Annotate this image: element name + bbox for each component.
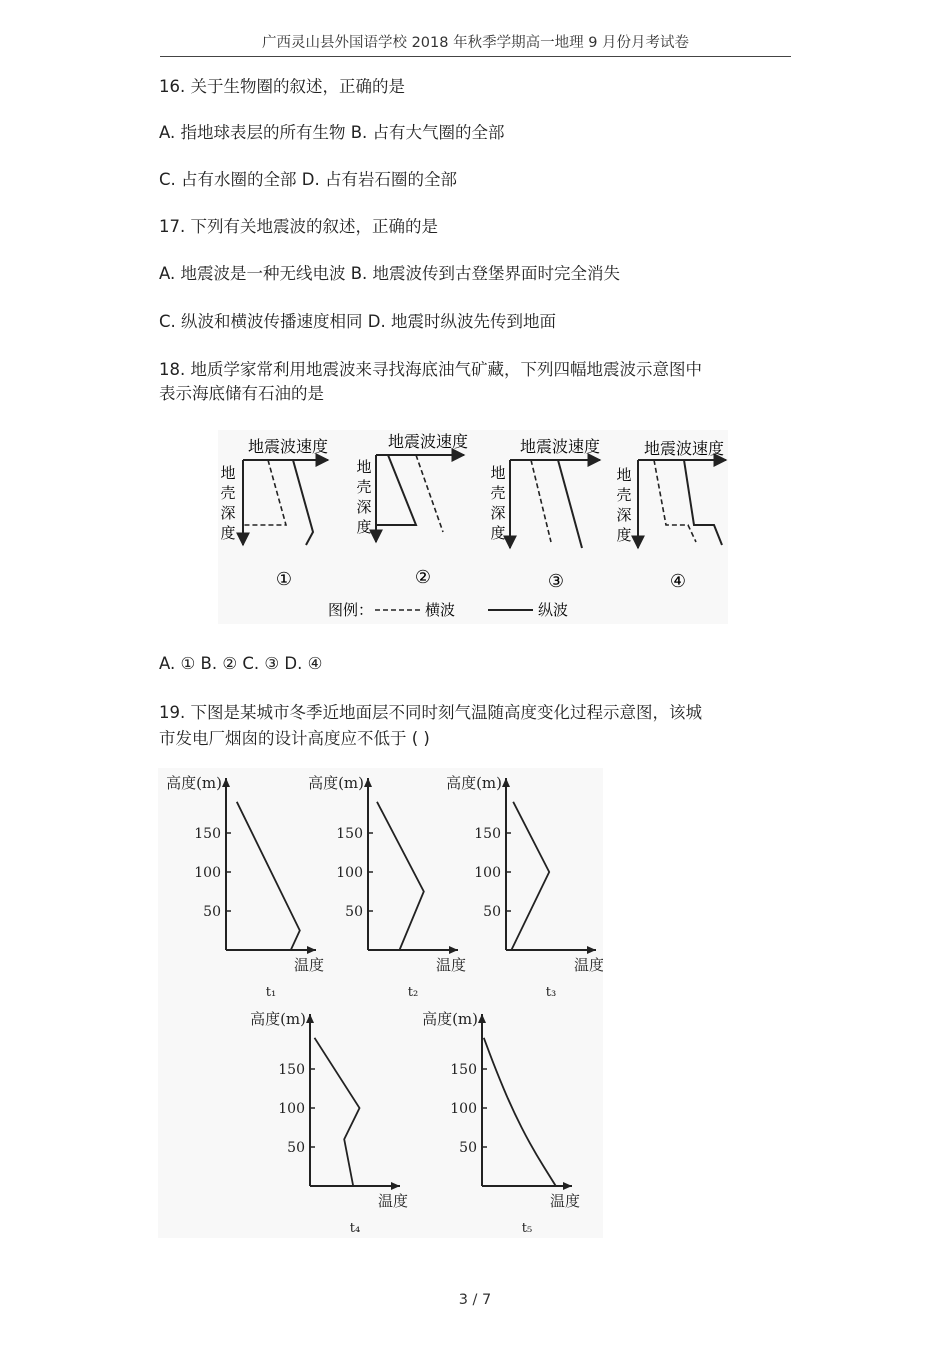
seismic-y-label-char: 壳 (220, 484, 236, 502)
y-tick-label: 100 (474, 865, 501, 881)
y-tick-label: 100 (450, 1101, 477, 1117)
q18-stem-line2: 表示海底储有石油的是 (159, 384, 324, 403)
x-axis-arrow (449, 946, 458, 954)
q16-stem: 16. 关于生物圈的叙述，正确的是 (159, 77, 405, 96)
y-tick-label: 50 (287, 1140, 305, 1156)
seismic-y-label-char: 壳 (356, 478, 372, 496)
q19-stem-line2: 市发电厂烟囱的设计高度应不低于 ( ) (159, 729, 430, 748)
seismic-y-label-char: 度 (356, 518, 372, 536)
seismic-legend (328, 601, 568, 619)
y-axis-arrow (222, 778, 230, 787)
seismic-panel-1 (220, 437, 328, 590)
seismic-y-label-char: 地 (220, 464, 236, 482)
y-tick-label: 150 (194, 826, 221, 842)
seismic-y-label-char: 深 (490, 504, 506, 522)
temperature-profile-line (511, 802, 549, 950)
temperature-profile-line (315, 1038, 360, 1186)
y-tick-label: 150 (474, 826, 501, 842)
q19-stem-line1: 19. 下图是某城市冬季近地面层不同时刻气温随高度变化过程示意图，该城 (159, 703, 702, 722)
seismic-panel-label: ① (275, 569, 293, 590)
temperature-profile-line (377, 802, 424, 950)
y-tick-label: 150 (450, 1062, 477, 1078)
p-wave-dashed-line (243, 460, 286, 525)
q17-options-ab: A. 地震波是一种无线电波 B. 地震波传到古登堡界面时完全消失 (159, 264, 621, 283)
x-axis-arrow (587, 946, 596, 954)
y-axis-arrow (478, 1014, 486, 1023)
page-number: 3 / 7 (458, 1292, 492, 1308)
q16-options-ab: A. 指地球表层的所有生物 B. 占有大气圈的全部 (159, 123, 505, 142)
y-tick-label: 50 (483, 904, 501, 920)
seismic-panel-label: ④ (669, 571, 687, 592)
temperature-profile-line (237, 802, 300, 950)
temperature-figure (158, 768, 603, 1238)
y-axis-arrow (502, 778, 510, 787)
y-tick-label: 150 (278, 1062, 305, 1078)
p-wave-dashed-line (416, 455, 443, 532)
seismic-y-label-char: 地 (490, 464, 506, 482)
seismic-panel-4 (616, 439, 726, 592)
y-tick-label: 150 (336, 826, 363, 842)
x-axis-label: 温度 (574, 956, 603, 974)
x-axis-arrow (563, 1182, 572, 1190)
seismic-y-label-char: 壳 (616, 486, 632, 504)
seismic-y-label-char: 度 (490, 524, 506, 542)
s-wave-solid-line (376, 455, 416, 525)
seismic-wave-figure (218, 430, 728, 624)
seismic-y-label-char: 度 (220, 524, 236, 542)
legend-solid-label: 纵波 (538, 601, 569, 619)
y-axis-arrow (306, 1014, 314, 1023)
q18-answer-options: A. ① B. ② C. ③ D. ④ (159, 654, 323, 673)
seismic-x-label: 地震波速度 (643, 439, 725, 458)
x-axis-label: 温度 (550, 1192, 581, 1210)
seismic-y-label-char: 壳 (490, 484, 506, 502)
seismic-y-label-char: 地 (356, 458, 372, 476)
y-axis-arrow (364, 778, 372, 787)
panel-label: t₂ (407, 985, 419, 1000)
x-axis-arrow (307, 946, 316, 954)
legend-dashed-label: 横波 (425, 601, 456, 619)
q16-options-cd: C. 占有水圈的全部 D. 占有岩石圈的全部 (159, 170, 457, 189)
q17-options-cd: C. 纵波和横波传播速度相同 D. 地震时纵波先传到地面 (159, 312, 556, 331)
x-axis-label: 温度 (436, 956, 467, 974)
y-axis-label: 高度(m) (166, 774, 222, 792)
y-axis-label: 高度(m) (250, 1010, 306, 1028)
p-wave-dashed-line (531, 460, 551, 542)
seismic-y-label-char: 深 (220, 504, 236, 522)
panel-label: t₅ (521, 1221, 533, 1236)
s-wave-solid-line (293, 460, 313, 545)
seismic-y-label-char: 度 (616, 526, 632, 544)
seismic-panel-label: ③ (547, 571, 565, 592)
legend-prefix: 图例： (328, 601, 374, 619)
y-axis-label: 高度(m) (308, 774, 364, 792)
seismic-x-label: 地震波速度 (519, 437, 601, 456)
x-axis-label: 温度 (378, 1192, 409, 1210)
q17-stem: 17. 下列有关地震波的叙述，正确的是 (159, 217, 438, 236)
panel-label: t₄ (349, 1221, 361, 1236)
seismic-panel-2 (356, 432, 468, 588)
seismic-panel-3 (490, 437, 600, 592)
y-axis-label: 高度(m) (446, 774, 502, 792)
y-tick-label: 100 (194, 865, 221, 881)
q18-stem-line1: 18. 地质学家常利用地震波来寻找海底油气矿藏，下列四幅地震波示意图中 (159, 360, 702, 379)
x-axis-label: 温度 (294, 956, 325, 974)
y-axis-label: 高度(m) (422, 1010, 478, 1028)
s-wave-solid-line (558, 460, 582, 548)
page-header: 广西灵山县外国语学校 2018 年秋季学期高一地理 9 月份月考试卷 (160, 32, 791, 57)
y-tick-label: 50 (203, 904, 221, 920)
y-tick-label: 100 (336, 865, 363, 881)
x-axis-arrow (391, 1182, 400, 1190)
seismic-y-label-char: 深 (616, 506, 632, 524)
y-tick-label: 50 (345, 904, 363, 920)
seismic-panel-label: ② (414, 567, 432, 588)
seismic-x-label: 地震波速度 (387, 432, 469, 451)
y-tick-label: 100 (278, 1101, 305, 1117)
panel-label: t₃ (545, 985, 557, 1000)
s-wave-solid-line (684, 460, 722, 545)
seismic-y-label-char: 地 (616, 466, 632, 484)
temperature-profile-line (484, 1038, 556, 1186)
seismic-y-label-char: 深 (356, 498, 372, 516)
panel-label: t₁ (265, 985, 277, 1000)
y-tick-label: 50 (459, 1140, 477, 1156)
seismic-x-label: 地震波速度 (247, 437, 329, 456)
